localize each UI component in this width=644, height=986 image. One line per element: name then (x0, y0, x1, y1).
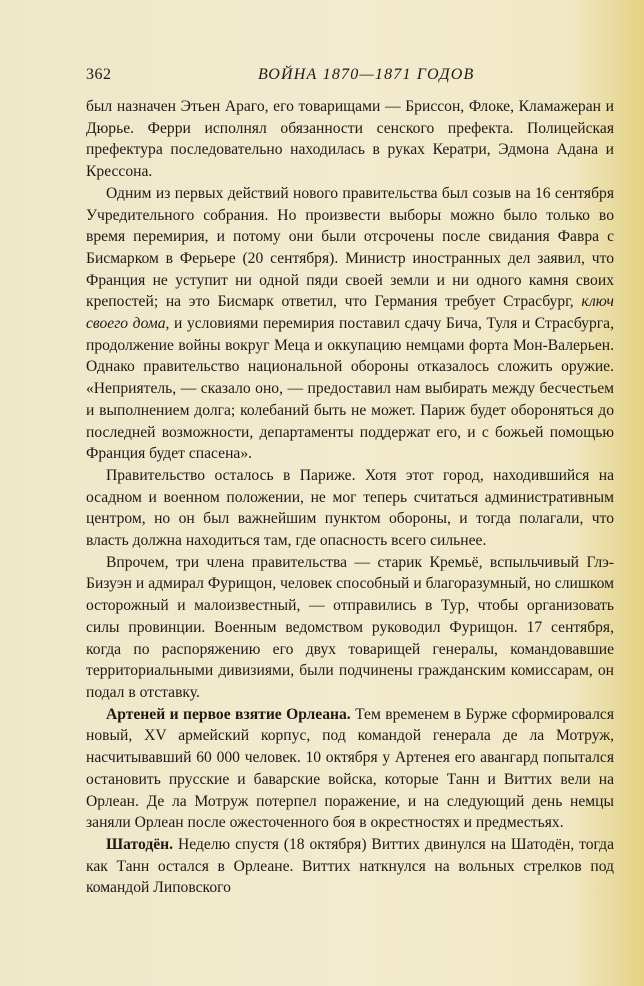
section-heading-artenay: Артеней и первое взятие Орлеана. (106, 705, 351, 723)
page-header (86, 66, 616, 88)
section-heading-chateaudun: Шатодён. (106, 835, 174, 853)
body-text (86, 96, 614, 899)
paragraph-2-part-b: и условиями перемирия поставил сдачу Бича, Туля и Страсбурга, продолжение войны вокруг Меца и оккупацию немцами форта Мон-Валерьен. Однако правительство национальной обороны отказалось сложить оружие. «Неприятель, — сказало оно, — предоставил нам выбирать между бесчестьем и выполнением долга; колебаний быть не может. Париж будет обороняться до последней возможности, департаменты поддержат его, и с божьей помощью Франция будет спасена». (86, 315, 614, 463)
paragraph-5-text: Тем временем в Бурже сформировался новый, XV армейский корпус, под командой генерала де ла Мотруж, насчитывавший 60 000 человек. 10 октября у Артенея его авангард попытался остановить прусские и баварские войска, которые Танн и Виттих вели на Орлеан. Де ла Мотруж потерпел поражение, и на следующий день немцы заняли Орлеан после ожесточенного боя в окрестностях и предместьях. (86, 705, 614, 832)
paragraph-6 (86, 834, 614, 899)
paragraph-2 (86, 183, 614, 465)
paragraph-4: Впрочем, три члена правительства — старик Кремьё, вспыльчивый Глэ-Бизуэн и адмирал Фурищон, человек способный и благоразумный, но слишком осторожный и малоизвестный, — отправились в Тур, чтобы организовать силы провинции. Военным ведомством руководил Фурищон. 17 сентября, когда по распоряжению его двух товарищей генералы, командовавшие территориальными дивизиями, были подчинены гражданским комиссарам, он подал в отставку. (86, 553, 614, 701)
paragraph-3: Правительство осталось в Париже. Хотя этот город, находившийся на осадном и военном положении, не мог теперь считаться административным центром, но он был важнейшим пунктом обороны, и тогда полагали, что власть должна находиться там, где опасность всего сильнее. (86, 466, 614, 550)
paragraph-2-italic-quote: ключ своего дома, (86, 293, 614, 333)
paragraph-2-part-a: Одним из первых действий нового правительства был созыв на 16 сентября Учредительного собрания. Но произвести выборы можно было только во время перемирия, и потому они были отсрочены после свидания Фавра с Бисмарком в Ферьере (20 сентября). Министр иностранных дел заявил, что Франция не уступит ни одной пяди своей земли и ни одного камня своих крепостей; на это Бисмарк ответил, что Германия требует Страсбург, (86, 184, 614, 311)
paragraph-5 (86, 704, 614, 834)
paragraph-1: был назначен Этьен Араго, его товарищами — Бриссон, Флоке, Кламажеран и Дюрье. Ферри исполнял обязанности сенского префекта. Полицейская префектура последовательно находилась в руках Кератри, Эдмона Адана и Крессона. (86, 98, 614, 181)
running-title: ВОЙНА 1870—1871 ГОДОВ (258, 66, 475, 83)
paragraph-6-text: Неделю спустя (18 октября) Виттих двинулся на Шатодён, тогда как Танн остался в Орлеане. Виттих наткнулся на вольных стрелков под командой Липовского (86, 835, 614, 897)
page-number: 362 (86, 66, 112, 83)
